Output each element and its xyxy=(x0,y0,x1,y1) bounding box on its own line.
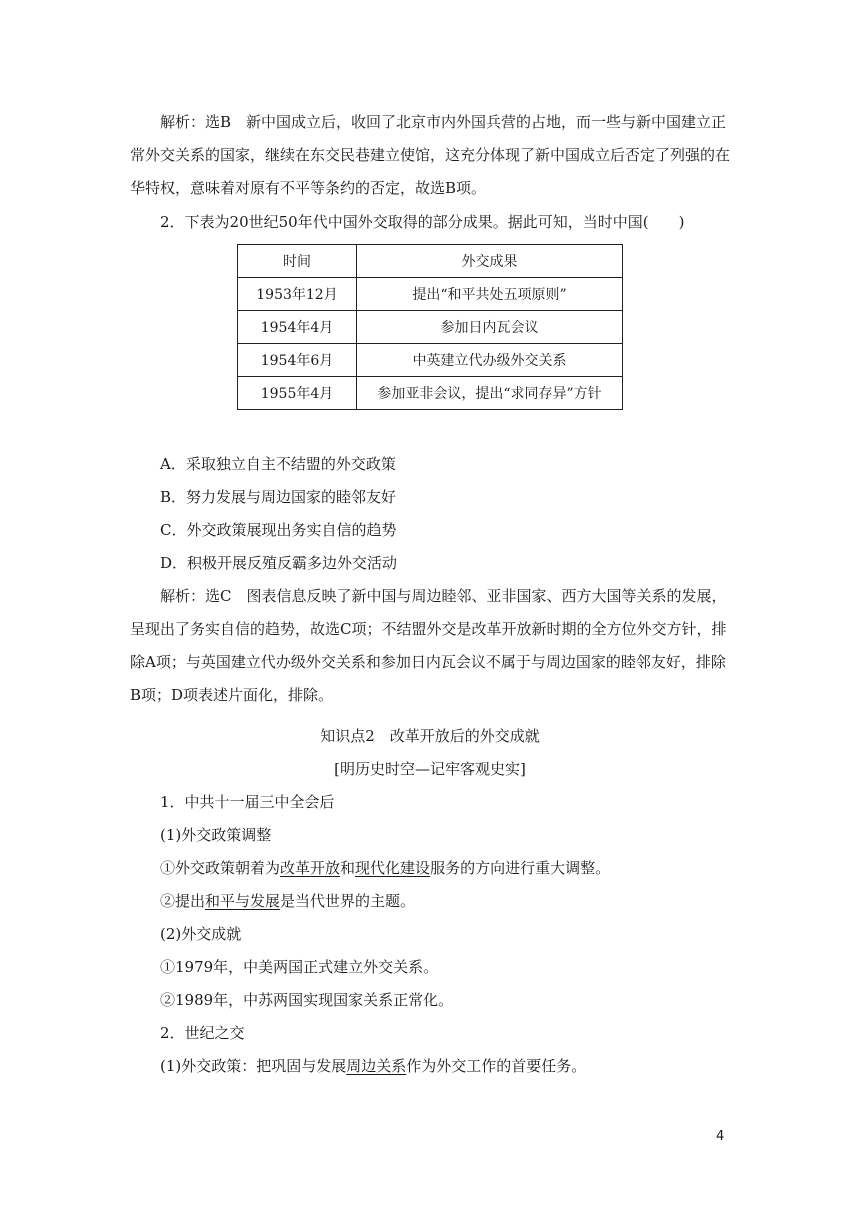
section-subtitle: [明历史时空—记牢客观史实] xyxy=(334,760,526,778)
section2-heading: 2．世纪之交 xyxy=(160,1024,245,1042)
q2-analysis: 解析：选C 图表信息反映了新中国与周边睦邻、亚非国家、西方大国等关系的发展，呈现出了务实自信的趋势，故选C项；不结盟外交是改革开放新时期的全方位外交方针，排除A项；与英国建立代办级外交关系和参加日内瓦会议不属于与周边国家的睦邻友好，排除B项；D项表述片面化，排除。 xyxy=(130,587,727,704)
underlined-keyword: 周边关系 xyxy=(346,1057,407,1075)
q1-analysis: 解析：选B 新中国成立后，收回了北京市内外国兵营的占地，而一些与新中国建立正常外交关系的国家，继续在东交民巷建立使馆，这充分体现了新中国成立后否定了列强的在华特权，意味着对原有不平等条约的否定，故选B项。 xyxy=(130,113,731,197)
table-header-achievement: 外交成果 xyxy=(357,245,623,278)
table-row xyxy=(238,344,623,377)
table-header-time: 时间 xyxy=(238,245,357,278)
text-segment: ②提出 xyxy=(160,892,206,910)
underlined-keyword: 改革开放 xyxy=(280,859,341,877)
table-cell-achievement: 参加亚非会议，提出“求同存异”方针 xyxy=(357,377,623,410)
table-cell-time: 1953年12月 xyxy=(238,278,357,311)
table-row xyxy=(238,377,623,410)
underlined-keyword: 和平与发展 xyxy=(205,892,281,910)
table-header-row xyxy=(238,245,623,278)
option-d: D．积极开展反殖反霸多边外交活动 xyxy=(160,554,398,572)
page-number: 4 xyxy=(716,1129,725,1144)
text-segment: 作为外交工作的首要任务。 xyxy=(406,1057,587,1075)
table-cell-achievement: 提出“和平共处五项原则” xyxy=(357,278,623,311)
text-segment: 是当代世界的主题。 xyxy=(280,892,416,910)
underlined-keyword: 现代化建设 xyxy=(355,859,431,877)
text-segment: 服务的方向进行重大调整。 xyxy=(430,859,611,877)
table-cell-time: 1955年4月 xyxy=(238,377,357,410)
text-segment: 和 xyxy=(340,859,356,877)
q2-stem: 2．下表为20世纪50年代中国外交取得的部分成果。据此可知，当时中国( ) xyxy=(160,213,685,231)
section1-sub1: (1)外交政策调整 xyxy=(160,826,272,844)
text-segment: (1)外交政策：把巩固与发展 xyxy=(160,1057,347,1075)
section1-item2 xyxy=(130,885,730,918)
section2-item1 xyxy=(130,1050,730,1083)
table-row xyxy=(238,311,623,344)
section1-sub2: (2)外交成就 xyxy=(160,925,242,943)
section-title: 知识点2 改革开放后的外交成就 xyxy=(320,727,540,745)
table-cell-achievement: 参加日内瓦会议 xyxy=(357,311,623,344)
section1-item3: ①1979年，中美两国正式建立外交关系。 xyxy=(160,958,439,976)
text-segment: ①外交政策朝着为 xyxy=(160,859,281,877)
section1-item4: ②1989年，中苏两国实现国家关系正常化。 xyxy=(160,991,454,1009)
table-cell-achievement: 中英建立代办级外交关系 xyxy=(357,344,623,377)
option-a: A．采取独立自主不结盟的外交政策 xyxy=(160,455,396,473)
option-c: C．外交政策展现出务实自信的趋势 xyxy=(160,521,397,539)
table-cell-time: 1954年4月 xyxy=(238,311,357,344)
table-cell-time: 1954年6月 xyxy=(238,344,357,377)
option-b: B．努力发展与周边国家的睦邻友好 xyxy=(160,488,397,506)
table-row xyxy=(238,278,623,311)
section1-heading: 1．中共十一届三中全会后 xyxy=(160,793,335,811)
section1-item1 xyxy=(130,852,730,885)
diplomacy-achievements-table xyxy=(237,244,623,410)
